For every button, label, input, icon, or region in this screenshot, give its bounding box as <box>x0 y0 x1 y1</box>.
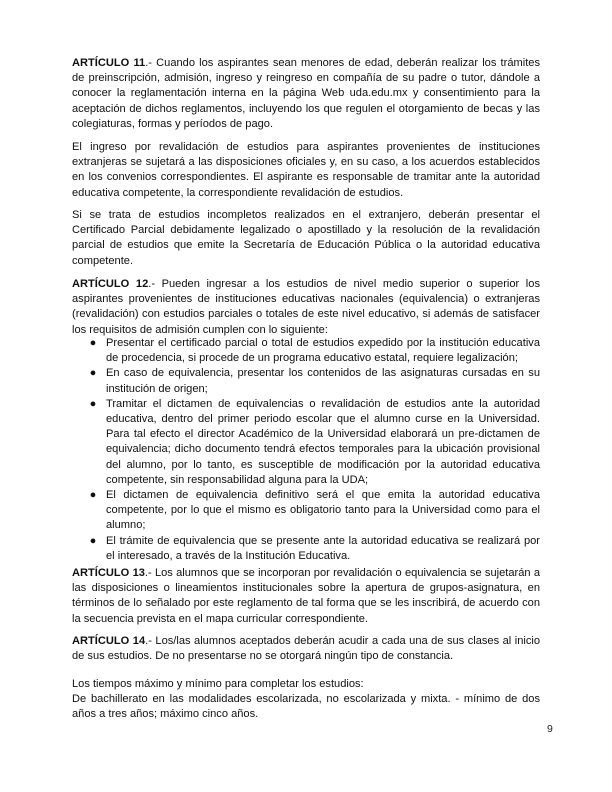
paragraph-revalidacion: El ingreso por revalidación de estudios para aspirantes provenientes de instituciones extranjeras se sujetará a las disposiciones oficiales y, en su caso, a los acuerdos establecidos en los convenios correspondientes. El aspirante es responsable de tramitar ante la autoridad educativa competente, la correspondiente revalidación de estudios. <box>72 141 540 199</box>
tiempos-line-2: De bachillerato en las modalidades escolarizada, no escolarizada y mixta. - mínimo de dos años a tres años; máximo cinco años. <box>72 693 540 721</box>
bullet-icon: ● <box>89 337 97 349</box>
article-12-label: ARTÍCULO 12 <box>72 278 149 290</box>
bullet-icon: ● <box>89 534 97 547</box>
list-item-text: En caso de equivalencia, presentar los contenidos de las asignaturas cursadas en su institución de origen; <box>106 367 540 395</box>
article-14-text: .- Los/las alumnos aceptados deberán acudir a cada una de sus clases al inicio de sus estudios. De no presentarse no se otorgará ningún tipo de constancia. <box>72 635 541 663</box>
article-12-requirements-list <box>72 336 540 564</box>
article-11 <box>72 56 540 132</box>
article-13 <box>72 566 540 627</box>
page-number: 9 <box>547 723 553 735</box>
bullet-icon: ● <box>89 489 97 502</box>
article-12 <box>72 277 540 338</box>
list-item <box>72 488 540 534</box>
article-13-text: .- Los alumnos que se incorporan por revalidación o equivalencia se sujetarán a las disposiciones o lineamientos institucionales sobre la apertura de grupos-asignatura, en términos de lo señalado por este reglamento de tal forma que se les inscribirá, de acuerdo con la secuencia prevista en el mapa curricular correspondiente. <box>72 567 540 625</box>
list-item <box>72 366 540 396</box>
article-12-text: .- Pueden ingresar a los estudios de nivel medio superior o superior los aspirantes provenientes de instituciones educativas nacionales (equivalencia) o extranjeras (revalidación) con estudios parciales o totales de este nivel educativo, si además de satisfacer los requisitos de admisión cumplen con lo siguiente: <box>72 278 540 336</box>
article-14 <box>72 634 540 664</box>
list-item <box>72 534 540 564</box>
list-item <box>72 397 540 488</box>
paragraph-estudios-incompletos: Si se trata de estudios incompletos realizados en el extranjero, deberán presentar el Certificado Parcial debidamente legalizado o apostillado y la resolución de la revalidación parcial de estudios que emite la Secretaría de Educación Pública o la autoridad educativa competente. <box>72 209 540 267</box>
article-13-label: ARTÍCULO 13 <box>72 567 145 579</box>
list-item-text: Tramitar el dictamen de equivalencias o revalidación de estudios ante la autoridad educativa, dentro del primer periodo escolar que el alumno curse en la Universidad. Para tal efecto el director Académico de la Universidad elaborará un pre-dictamen de equivalencia; dicho documento tendrá efectos temporales para la ubicación provisional del alumno, por lo tanto, es susceptible de modificación por la autoridad educativa competente, sin responsabilidad alguna para la UDA; <box>106 397 540 486</box>
bullet-icon: ● <box>89 367 97 380</box>
article-11-label: ARTÍCULO 11 <box>72 57 146 69</box>
article-11-text: .- Cuando los aspirantes sean menores de edad, deberán realizar los trámites de preinscripción, admisión, ingreso y reingreso en compañía de su padre o tutor, dándole a conocer la reglamentación interna en la página Web uda.edu.mx y consentimiento para la aceptación de dichos reglamentos, incluyendo los que regulen el otorgamiento de becas y las colegiaturas, formas y períodos de pago. <box>72 57 540 130</box>
paragraph-tiempos <box>72 677 540 723</box>
list-item-text: El trámite de equivalencia que se presente ante la autoridad educativa se realizará por el interesado, a través de la Institución Educativa. <box>106 534 540 562</box>
article-14-label: ARTÍCULO 14 <box>72 635 146 647</box>
list-item-text: El dictamen de equivalencia definitivo será el que emita la autoridad educativa competente, por lo que el mismo es obligatorio tanto para la Universidad como para el alumno; <box>106 489 540 532</box>
tiempos-line-1: Los tiempos máximo y mínimo para completar los estudios: <box>72 678 364 690</box>
list-item-text: Presentar el certificado parcial o total de estudios expedido por la institución educativa de procedencia, si procede de un programa educativo estatal, requiere legalización; <box>106 337 540 365</box>
list-item <box>72 336 540 366</box>
bullet-icon: ● <box>89 397 97 410</box>
